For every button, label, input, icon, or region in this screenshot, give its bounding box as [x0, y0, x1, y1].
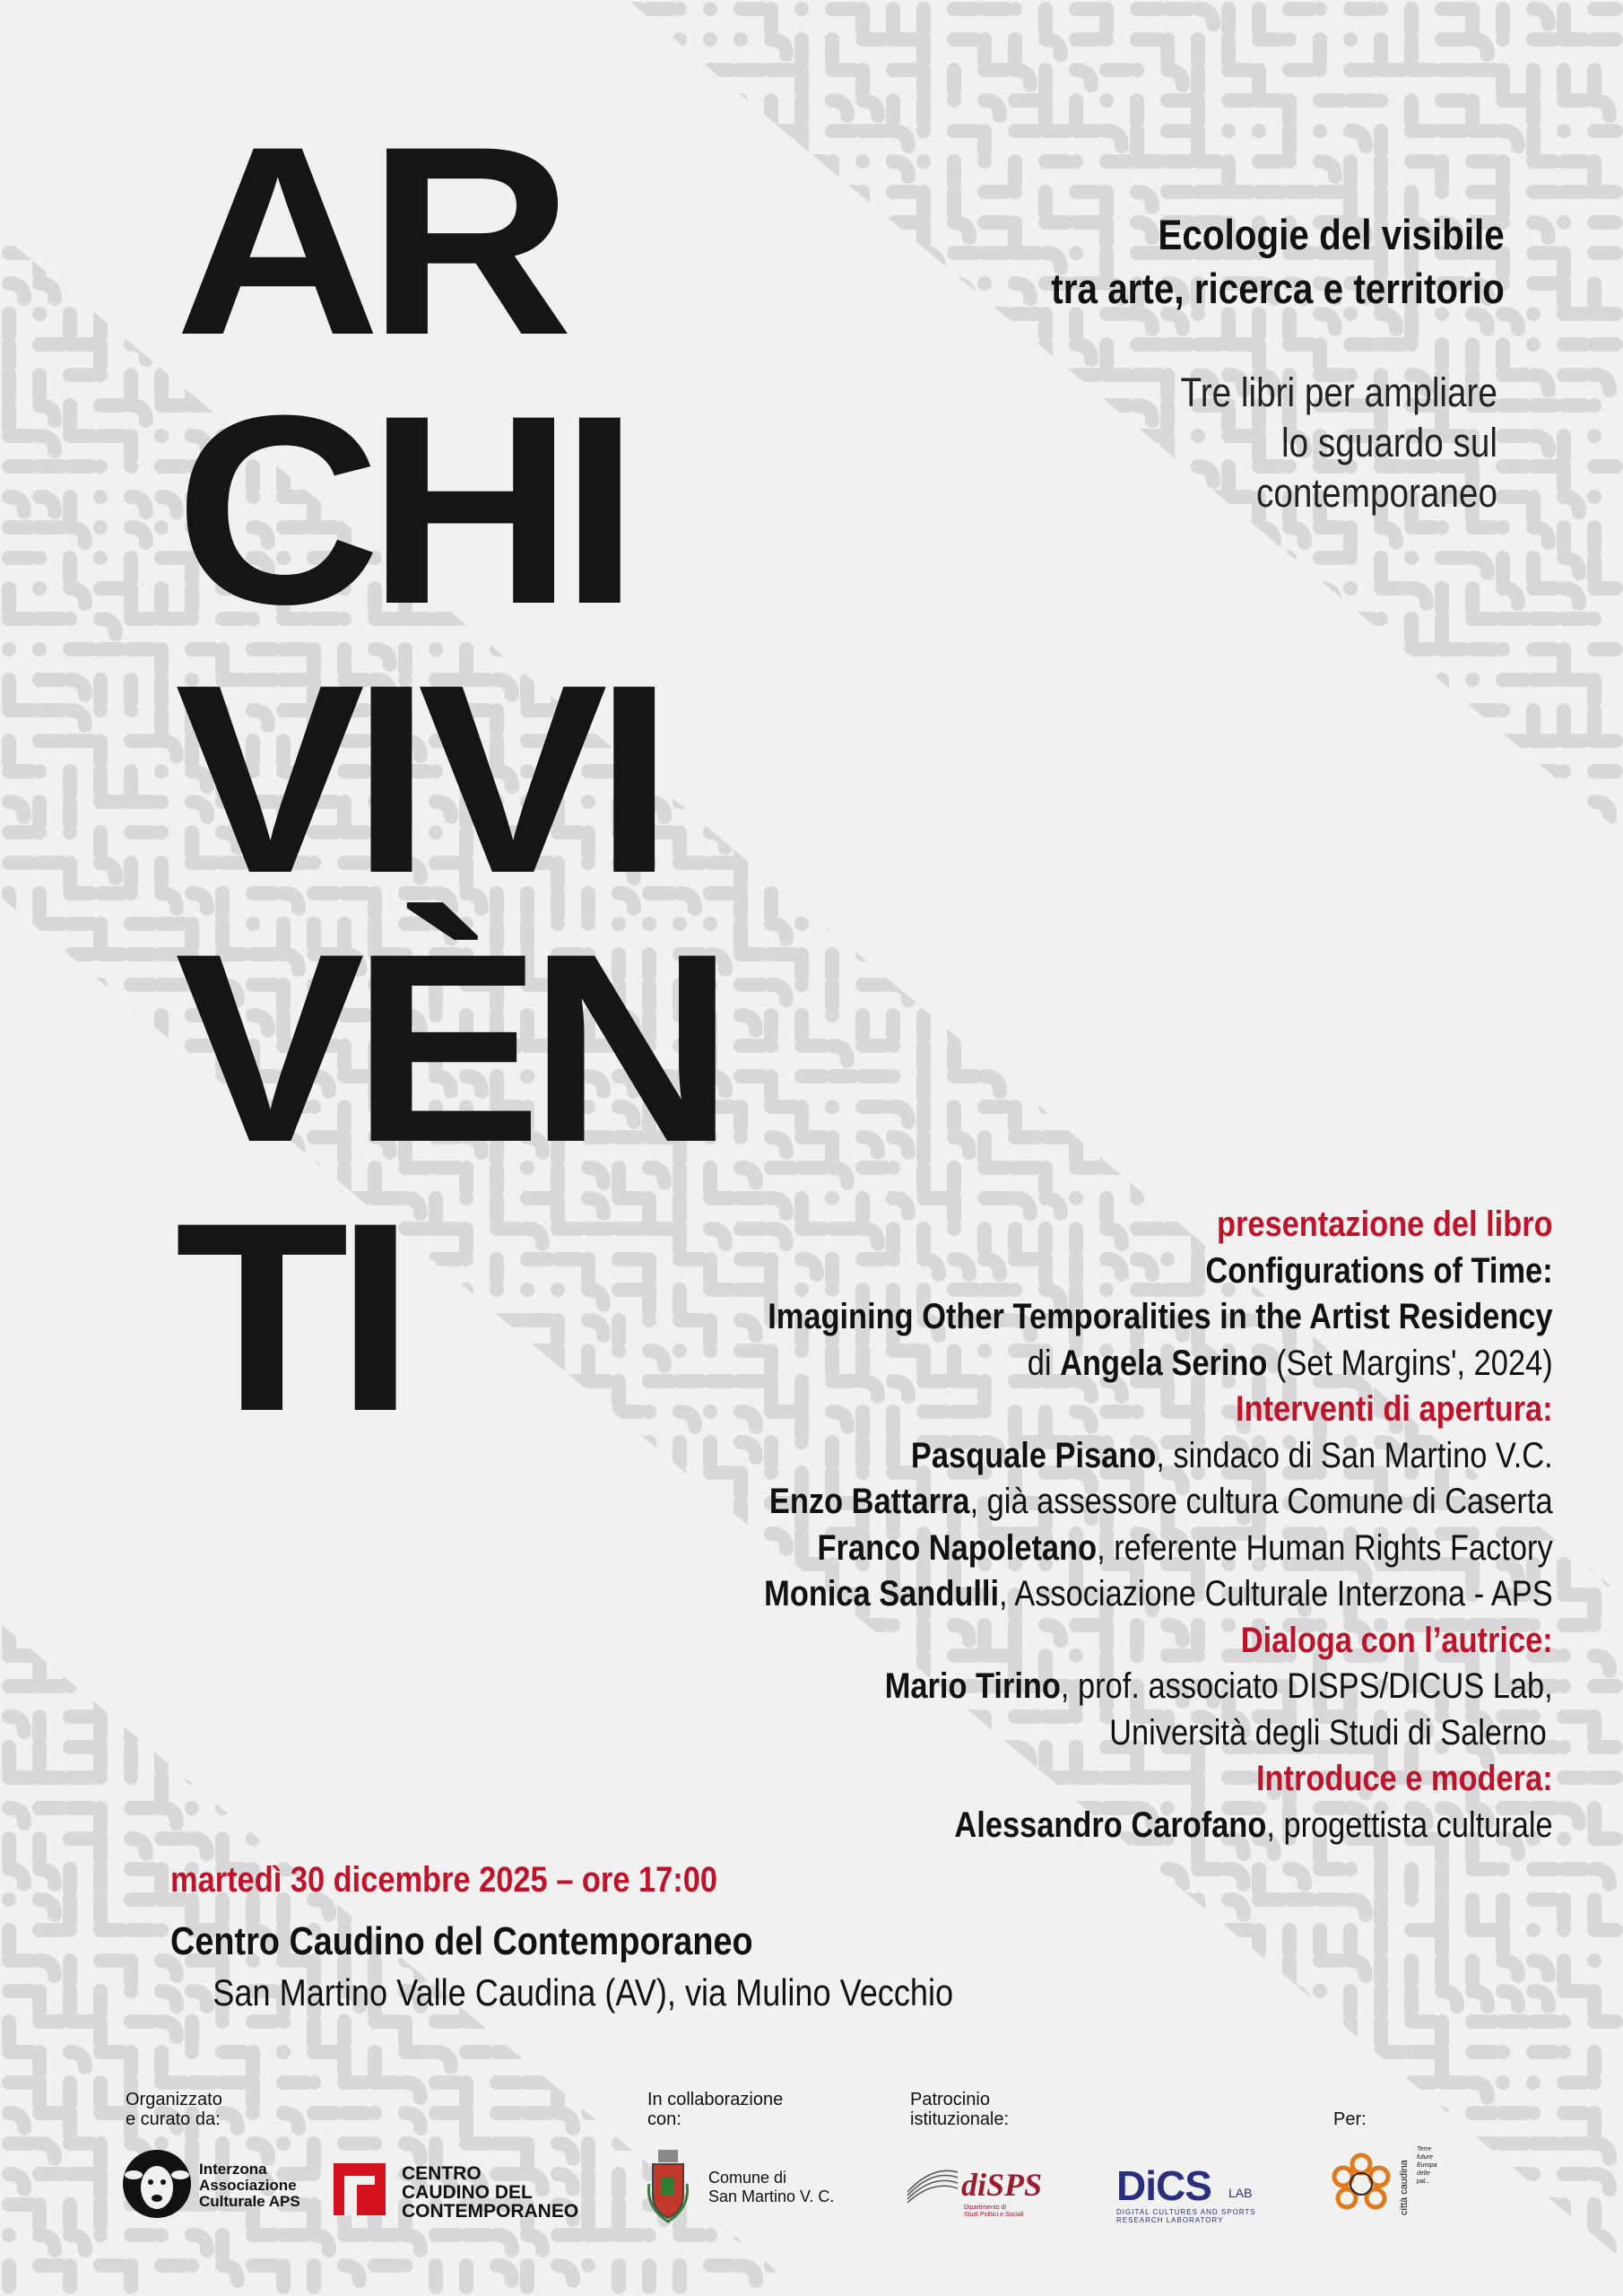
- dics-lab-text: LAB: [1228, 2186, 1253, 2200]
- dialogue-affiliation: Università degli Studi di Salerno: [1109, 1712, 1548, 1752]
- centro-line: CENTRO: [402, 2163, 482, 2184]
- centro-caudino-text: [402, 2164, 578, 2221]
- tagline-line-2: lo sguardo sul: [1281, 420, 1497, 465]
- moderator-heading: Introduce e modera:: [1256, 1759, 1553, 1798]
- author-prefix: di: [1028, 1343, 1052, 1383]
- speaker-line: [765, 1479, 1553, 1526]
- event-venue: Centro Caudino del Contemporaneo: [170, 1919, 753, 1963]
- author-name: Angela Serino: [1060, 1343, 1268, 1383]
- event-datetime: martedì 30 dicembre 2025 – ore 17:00: [170, 1860, 717, 1900]
- patronage-label-line: istituzionale:: [910, 2109, 1010, 2129]
- dics-subtitle: [1116, 2208, 1256, 2224]
- interzona-line: Associazione: [199, 2177, 297, 2194]
- title-line-3: VIVI: [175, 628, 661, 929]
- disps-logo-text: diSPS: [961, 2167, 1043, 2203]
- citta-caudina-motto: [1417, 2145, 1437, 2186]
- speaker-name: Pasquale Pisano: [911, 1435, 1157, 1475]
- interzona-line: Interzona: [199, 2161, 267, 2178]
- collab-label-line: In collaborazione: [647, 2090, 784, 2109]
- organized-label-line: Organizzato: [126, 2090, 222, 2109]
- collab-label: [647, 2090, 783, 2129]
- centro-line: CAUDINO DEL: [402, 2182, 533, 2203]
- tagline-line-1: Tre libri per ampliare: [1180, 370, 1497, 415]
- organized-label: [126, 2090, 222, 2129]
- interzona-sheep-logo: [121, 2148, 193, 2220]
- speaker-name: Enzo Battarra: [769, 1482, 970, 1521]
- speaker-role: , già assessore cultura Comune di Caserta: [969, 1482, 1553, 1521]
- speaker-role: , Associazione Culturale Interzona - APS: [999, 1574, 1553, 1613]
- centro-caudino-logo: [334, 2163, 386, 2215]
- speaker-role: , referente Human Rights Factory: [1097, 1527, 1553, 1568]
- citta-caudina-text: città caudina: [1399, 2160, 1410, 2215]
- event-address: San Martino Valle Caudina (AV), via Mulino Vecchio: [213, 1971, 954, 2013]
- speaker-name: Franco Napoletano: [817, 1527, 1098, 1568]
- patronage-label-line: Patrocinio: [910, 2090, 990, 2109]
- moderator-name: Alessandro Carofano: [954, 1805, 1267, 1845]
- author-suffix: (Set Margins', 2024): [1276, 1343, 1553, 1383]
- speaker-name: Monica Sandulli: [764, 1574, 1000, 1613]
- motto-line: Terre: [1417, 2146, 1432, 2152]
- citta-caudina-logo: [1325, 2148, 1397, 2220]
- opening-heading: Interventi di apertura:: [1236, 1389, 1553, 1429]
- patronage-label: [910, 2090, 1009, 2129]
- tagline-line-3: contemporaneo: [1256, 470, 1497, 516]
- title-line-4: VÈN: [175, 897, 722, 1198]
- speaker-line: [765, 1571, 1553, 1618]
- interzona-text: [199, 2161, 300, 2210]
- event-details: [170, 1857, 953, 2018]
- speaker-role: , sindaco di San Martino V.C.: [1156, 1435, 1553, 1475]
- title-line-1: AR: [175, 90, 560, 391]
- subtitle: [1052, 208, 1505, 316]
- motto-line: future: [1417, 2154, 1433, 2161]
- centro-line: CONTEMPORANEO: [402, 2201, 579, 2222]
- motto-line: delle: [1417, 2170, 1430, 2177]
- subtitle-line-2: tra arte, ricerca e territorio: [1051, 265, 1505, 312]
- comune-line: Comune di: [708, 2169, 787, 2187]
- motto-line: Europa: [1417, 2162, 1437, 2169]
- disps-subtitle-line: Studi Politici e Sociali: [964, 2212, 1024, 2218]
- disps-subtitle-line: Dipartimento di: [964, 2205, 1007, 2211]
- title-line-5: TI: [175, 1166, 402, 1467]
- tagline: [1181, 368, 1497, 518]
- speaker-line: [765, 1433, 1553, 1480]
- comune-line: San Martino V. C.: [708, 2187, 835, 2205]
- comune-crest-icon: [646, 2148, 690, 2223]
- program: [765, 1202, 1553, 1848]
- disps-subtitle: [964, 2205, 1024, 2219]
- speaker-line: [765, 1526, 1553, 1572]
- comune-text: [708, 2169, 834, 2206]
- dialogue-heading: Dialoga con l’autrice:: [1241, 1620, 1553, 1660]
- book-title-2: Imagining Other Temporalities in the Artist Residency: [768, 1297, 1553, 1336]
- book-title-1: Configurations of Time:: [1205, 1250, 1553, 1291]
- disps-lines-icon: [906, 2169, 959, 2205]
- moderator-line: [765, 1803, 1553, 1849]
- dialogue-line: [765, 1664, 1553, 1710]
- book-author-line: [765, 1341, 1553, 1387]
- dialogue-role: , prof. associato DISPS/DICUS Lab,: [1061, 1666, 1553, 1706]
- dics-subtitle-line: DIGITAL CULTURES AND SPORTS: [1116, 2208, 1256, 2216]
- dialogue-name: Mario Tirino: [885, 1666, 1062, 1706]
- organized-label-line: e curato da:: [126, 2109, 221, 2129]
- program-heading: presentazione del libro: [1217, 1205, 1553, 1244]
- subtitle-line-1: Ecologie del visibile: [1158, 211, 1505, 258]
- interzona-line: Culturale APS: [199, 2193, 300, 2210]
- moderator-role: , progettista culturale: [1266, 1805, 1553, 1845]
- collab-label-line: con:: [647, 2109, 681, 2129]
- for-label: Per:: [1333, 2109, 1367, 2129]
- dics-subtitle-line: RESEARCH LABORATORY: [1116, 2216, 1224, 2224]
- dics-logo-text: DiCS: [1116, 2162, 1211, 2209]
- title-line-2: CHI: [175, 359, 627, 660]
- motto-line: pal...: [1417, 2179, 1431, 2185]
